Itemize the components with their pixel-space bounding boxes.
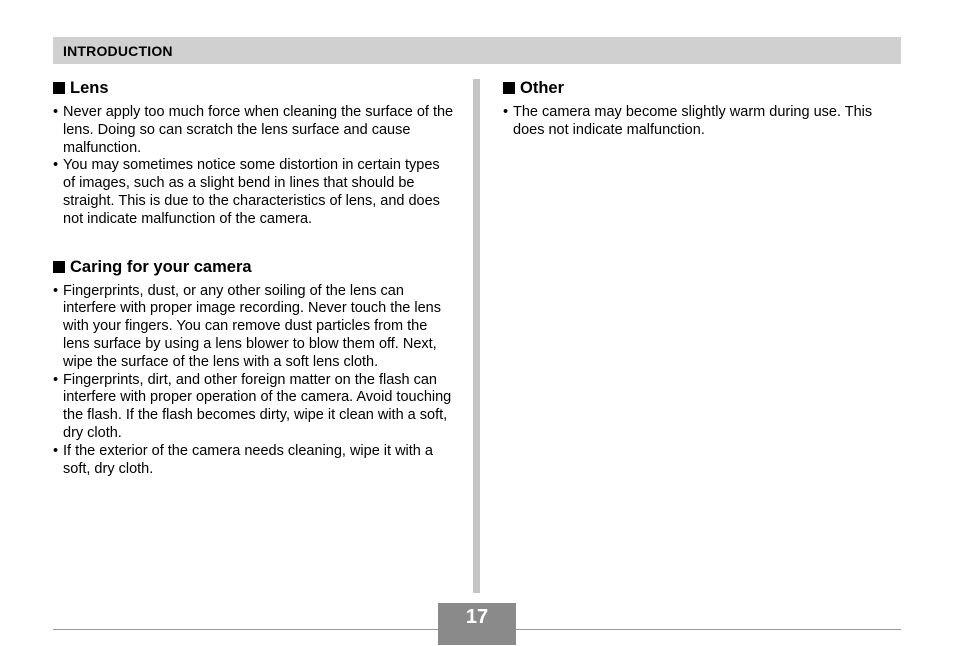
section-heading [53,257,455,277]
bullet-list [53,104,455,229]
section-caring-for-camera [53,257,455,479]
bullet-item: • If the exterior of the camera needs cleaning, wipe it with a soft, dry cloth. [53,443,455,479]
section-other [503,78,898,140]
bullet-item: • Fingerprints, dust, or any other soiling of the lens can interfere with proper image recording. Never touch the lens with your fingers. You can remove dust particles from the lens surface by using a lens blower to blow them off. Next, wipe the surface of the lens with a soft lens cloth. [53,283,455,372]
bullet-item: • Never apply too much force when cleaning the surface of the lens. Doing so can scratch the lens surface and cause malfunction. [53,104,455,157]
bullet-item: • The camera may become slightly warm during use. This does not indicate malfunction. [503,104,898,140]
bullet-item: • Fingerprints, dirt, and other foreign matter on the flash can interfere with proper operation of the camera. Avoid touching the flash. If the flash becomes dirty, wipe it clean with a soft, dry cloth. [53,372,455,443]
column-divider [473,79,480,593]
square-bullet-icon [53,82,65,94]
right-column [503,78,898,140]
section-header-bar [53,37,901,64]
bullet-list [53,283,455,479]
section-heading-text: Lens [70,79,109,97]
section-lens [53,78,455,229]
section-heading [53,78,455,98]
section-title: INTRODUCTION [63,43,173,59]
page-number: 17 [465,606,489,628]
square-bullet-icon [53,261,65,273]
bullet-list [503,104,898,140]
section-heading [503,78,898,98]
section-heading-text: Caring for your camera [70,257,252,276]
page-number-badge [438,603,516,645]
section-heading-text: Other [520,79,565,97]
bullet-item: • You may sometimes notice some distortion in certain types of images, such as a slight bend in lines that should be straight. This is due to the characteristics of lens, and does not indicate malfunction of the camera. [53,157,455,228]
left-column [53,78,455,478]
square-bullet-icon [503,82,515,94]
